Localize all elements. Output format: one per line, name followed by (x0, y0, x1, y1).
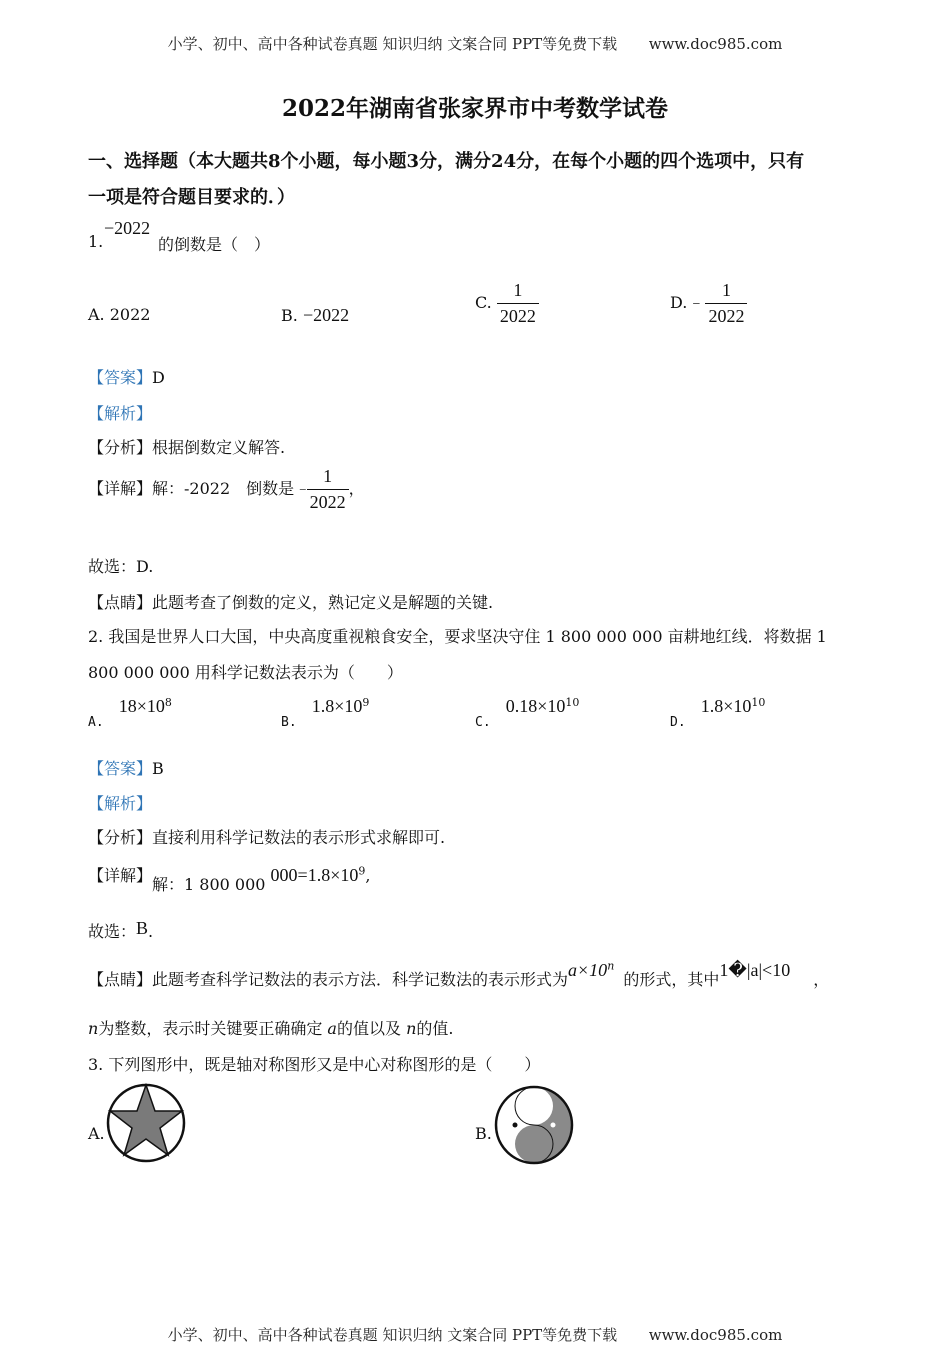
q1-comment-text: 此题考查了倒数的定义，熟记定义是解题的关键. (152, 593, 494, 612)
q2-choose (88, 919, 153, 942)
q1-option-c-denominator: 2022 (497, 303, 539, 327)
q1-option-a (88, 305, 150, 324)
q1-fenxi-tag: 【分析】 (88, 438, 153, 457)
q1-fenxi-text: 根据倒数定义解答. (152, 438, 286, 457)
q3-stem: 3. 下列图形中，既是轴对称图形又是中心对称图形的是（ ） (88, 1055, 541, 1074)
q2-detail-math: 000=1.8×10 (270, 865, 359, 885)
q2-option-b-exp: 9 (362, 696, 370, 709)
q2-detail-tag: 【详解】 (88, 866, 153, 885)
q1-option-b-value: −2022 (302, 305, 350, 325)
q1-option-b (281, 305, 349, 326)
q1-answer-value: D (152, 368, 165, 387)
q2-option-d (670, 696, 766, 731)
q2-answer (88, 756, 164, 779)
q1-option-b-label: B. (281, 306, 298, 325)
q2-answer-value: B (152, 759, 164, 778)
q2-option-c-base: 0.18×10 (505, 696, 566, 717)
q2-option-c-exp: 10 (565, 696, 580, 709)
q1-number: 1. (88, 232, 104, 251)
q1-option-a-label: A. (88, 305, 105, 324)
q2-choose-label: 故选： (88, 922, 137, 941)
q2-option-b-base: 1.8×10 (311, 696, 363, 717)
q2-option-d-base: 1.8×10 (700, 696, 752, 717)
q1-answer-tag: 【答案】 (88, 368, 153, 387)
q2-detail-comma: , (365, 866, 371, 885)
q2-choose-value: B (136, 918, 149, 938)
header-site-link[interactable]: www.doc985.com (648, 35, 783, 53)
q2-option-a-label: A. (88, 715, 104, 731)
q2-option-b-label: B. (281, 715, 297, 731)
q1-detail-text: 解：-2022 倒数是 (152, 479, 295, 498)
section-heading-line2: 一项是符合题目要求的．） (88, 187, 295, 208)
q2-choose-period: . (148, 922, 154, 941)
q2-answer-tag: 【答案】 (88, 759, 153, 778)
q1-option-d-fraction (705, 280, 747, 327)
q1-option-a-value: 2022 (109, 305, 151, 324)
q1-option-d-sign: − (692, 297, 701, 312)
q1-option-c-label: C. (475, 293, 492, 312)
q2-comment-range: 1�|a|<10 (719, 960, 791, 980)
q2-option-d-label: D. (670, 715, 686, 731)
q1-option-c-numerator: 1 (513, 280, 523, 300)
q2-detail (88, 863, 371, 894)
q1-detail (88, 466, 365, 513)
q2-option-d-exp: 10 (751, 696, 766, 709)
q2-detail-exp: 9 (358, 864, 366, 878)
section-heading-line1: 一、选择题（本大题共8个小题，每小题3分，满分24分，在每个小题的四个选项中，只有 (88, 151, 805, 172)
q1-option-d (670, 280, 747, 327)
q2-line2-b: 的值以及 (336, 1019, 401, 1038)
q2-comment-tag: 【点睛】 (88, 970, 153, 989)
footer-text: 小学、初中、高中各种试卷真题 知识归纳 文案合同 PPT等免费下载 (167, 1326, 618, 1344)
q2-comment (88, 958, 830, 989)
q2-fenxi (88, 825, 445, 848)
q1-option-c (475, 280, 539, 327)
q1-option-d-numerator: 1 (721, 280, 731, 300)
q2-stem-line2: 800 000 000 用科学记数法表示为（ ） (88, 663, 403, 682)
q1-comment-tag: 【点睛】 (88, 593, 153, 612)
q1-detail-denominator: 2022 (307, 489, 349, 513)
q2-line2-c: 的值. (416, 1019, 454, 1038)
q1-choose: 故选：D. (88, 557, 154, 576)
q1-answer (88, 365, 165, 388)
page-title: 2022年湖南省张家界市中考数学试卷 (281, 95, 668, 122)
q3-option-a-star-figure (105, 1082, 187, 1164)
q1-detail-fraction (307, 466, 349, 513)
q2-option-c-label: C. (475, 715, 491, 731)
q1-comment (88, 590, 493, 613)
q2-comment-math: a×10 (568, 960, 608, 980)
q2-option-a-exp: 8 (164, 696, 172, 709)
q3-option-a-label: A. (88, 1124, 105, 1143)
q2-comment-end: ， (813, 970, 830, 989)
q1-detail-numerator: 1 (323, 466, 333, 486)
q1-option-d-label: D. (670, 293, 688, 312)
q2-comment-exp: n (607, 959, 615, 973)
q3-option-b-yinyang-figure (493, 1084, 575, 1166)
q2-fenxi-tag: 【分析】 (88, 828, 153, 847)
header-text: 小学、初中、高中各种试卷真题 知识归纳 文案合同 PPT等免费下载 (167, 35, 618, 53)
q1-analysis-tag: 【解析】 (88, 404, 153, 423)
q2-comment-text: 此题考查科学记数法的表示方法．科学记数法的表示形式为 (152, 970, 569, 989)
q1-option-d-denominator: 2022 (705, 303, 747, 327)
q2-detail-text: 解：1 800 000 (152, 875, 266, 894)
q2-stem-line1: 2. 我国是世界人口大国，中央高度重视粮食安全，要求坚决守住 1 800 000 000 亩耕地红线．将数据 1 (88, 627, 827, 646)
q1-expression: −2022 (104, 218, 151, 238)
q2-var-n2: n (406, 1019, 417, 1038)
q1-fenxi (88, 435, 285, 458)
q1-detail-comma: ， (348, 479, 365, 498)
q2-comment-line2 (88, 1016, 453, 1039)
q2-var-a: a (327, 1019, 337, 1038)
q1-stem: 的倒数是（ ） (158, 235, 271, 254)
footer-site-link[interactable]: www.doc985.com (648, 1326, 783, 1344)
q2-comment-mid: 的形式，其中 (623, 970, 720, 989)
q2-option-c (475, 696, 580, 731)
q2-option-a-base: 18×10 (118, 696, 165, 717)
q2-analysis-tag: 【解析】 (88, 794, 153, 813)
q2-var-n: n (88, 1019, 99, 1038)
q1-detail-tag: 【详解】 (88, 479, 153, 498)
q2-option-a (88, 696, 172, 731)
q1-option-c-fraction (497, 280, 539, 327)
q2-fenxi-text: 直接利用科学记数法的表示形式求解即可. (152, 828, 446, 847)
page-header (0, 33, 950, 54)
q3-option-b-label: B. (475, 1124, 492, 1143)
page-footer (0, 1324, 950, 1345)
q2-line2-a: 为整数，表示时关键要正确确定 (98, 1019, 323, 1038)
q1-detail-sign: − (299, 482, 307, 497)
q2-option-b (281, 696, 370, 731)
